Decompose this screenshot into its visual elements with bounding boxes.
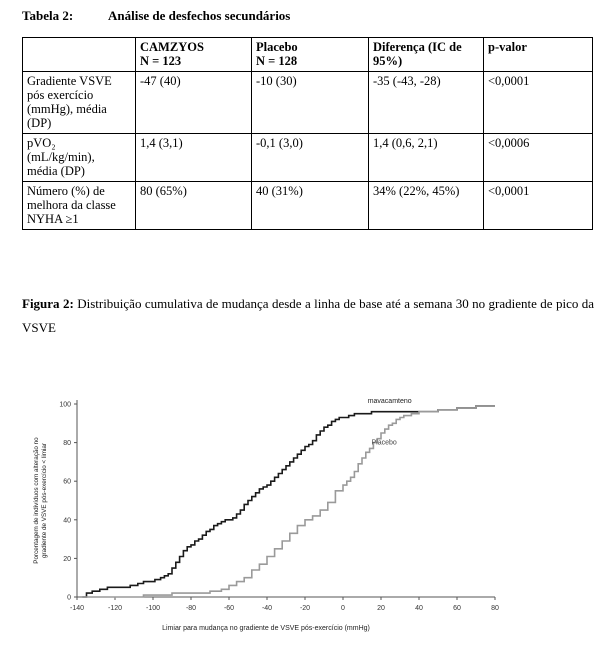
x-tick-label: 20 [377, 605, 385, 612]
x-tick-label: 40 [415, 605, 423, 612]
row-label: Número (%) de melhora da classe NYHA ≥1 [23, 182, 136, 230]
y-axis-title-line: Porcentagem de indivíduos com alteração no [33, 437, 40, 564]
y-axis-title [33, 437, 48, 564]
row-label: Gradiente VSVE pós exercício (mmHg), média (DP) [23, 72, 136, 134]
table-cell: -35 (-43, -28) [369, 72, 484, 134]
x-tick-label: 80 [491, 605, 499, 612]
series-label-mavacamteno: mavacamteno [367, 398, 412, 405]
header-cell-difference: Diferença (IC de 95%) [369, 38, 484, 72]
table-header-row [23, 38, 593, 72]
table-cell: -47 (40) [136, 72, 252, 134]
figure-caption-text: Distribuição cumulativa de mudança desde a linha de base até a semana 30 no gradiente de pico da VSVE [22, 296, 595, 335]
y-tick-label: 60 [63, 478, 71, 486]
series-label-placebo: Placebo [371, 439, 397, 447]
chart-series [83, 406, 495, 597]
y-tick-label: 40 [63, 517, 71, 525]
secondary-outcomes-table [22, 37, 593, 230]
x-tick-label: 0 [341, 605, 345, 612]
table-cell: 1,4 (0,6, 2,1) [369, 134, 484, 182]
table-row [23, 134, 593, 182]
table-title [22, 8, 290, 24]
x-tick-label: -20 [299, 605, 311, 612]
x-tick-label: -140 [69, 605, 85, 612]
figure-label: Figura 2: [22, 296, 74, 311]
table-cell: -0,1 (3,0) [252, 134, 369, 182]
header-cell-empty [23, 38, 136, 72]
table-cell: <0,0001 [484, 72, 593, 134]
header-cell-camzyos: CAMZYOS N = 123 [136, 38, 252, 72]
cumulative-distribution-chart [30, 390, 510, 635]
figure-caption [22, 292, 594, 340]
table-cell: 34% (22%, 45%) [369, 182, 484, 230]
chart-axes [59, 400, 499, 612]
y-tick-label: 0 [67, 594, 71, 602]
y-tick-label: 100 [59, 401, 71, 409]
table-cell: <0,0001 [484, 182, 593, 230]
header-cell-placebo: Placebo N = 128 [252, 38, 369, 72]
y-tick-label: 20 [63, 555, 71, 563]
table-row [23, 182, 593, 230]
table-cell: <0,0006 [484, 134, 593, 182]
series-line-mavacamteno [83, 406, 495, 597]
table-row [23, 72, 593, 134]
header-cell-p-value: p-valor [484, 38, 593, 72]
series-line-placebo [83, 406, 495, 597]
x-axis-title: Limiar para mudança no gradiente de VSVE pós-exercício (mmHg) [162, 625, 370, 632]
y-tick-label: 80 [63, 440, 71, 448]
x-tick-label: -120 [107, 605, 123, 612]
table-title-text: Análise de desfechos secundários [108, 8, 291, 23]
table-cell: -10 (30) [252, 72, 369, 134]
x-tick-label: -100 [145, 605, 161, 612]
x-tick-label: -60 [223, 605, 235, 612]
table-cell: 80 (65%) [136, 182, 252, 230]
table-number: Tabela 2: [22, 8, 74, 23]
y-axis-title-line: gradiente de VSVE pós-exercício < limiar [41, 443, 48, 558]
table-cell: 1,4 (3,1) [136, 134, 252, 182]
x-tick-label: 60 [453, 605, 461, 612]
table-cell: 40 (31%) [252, 182, 369, 230]
x-tick-label: -40 [261, 605, 273, 612]
row-label: pVO₂ (mL/kg/min), média (DP) [23, 134, 136, 182]
x-tick-label: -80 [185, 605, 197, 612]
